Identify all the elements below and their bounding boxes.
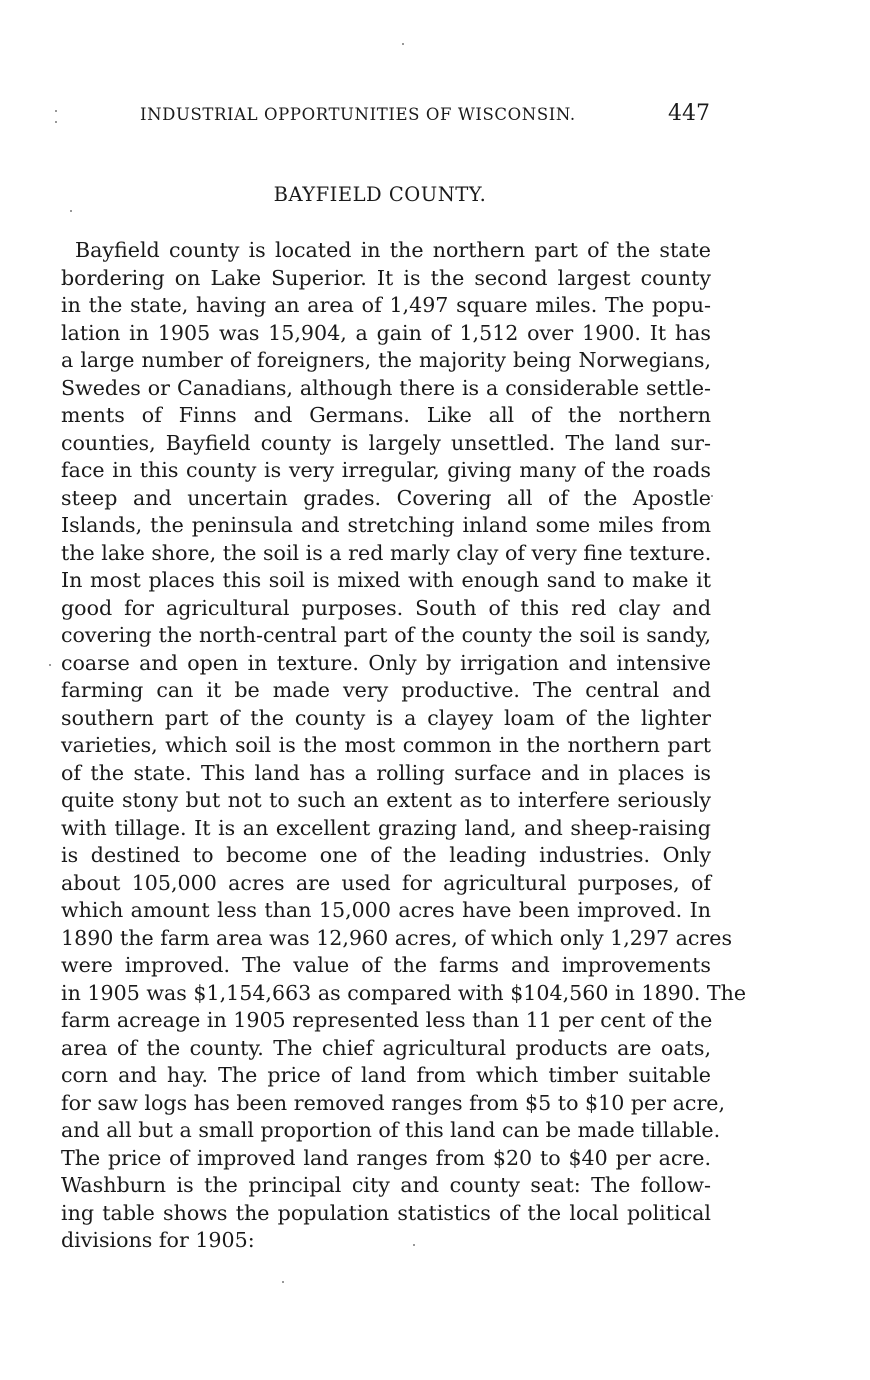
text-line: bordering on Lake Superior. It is the second largest county: [61, 265, 711, 290]
text-line: the lake shore, the soil is a red marly clay of very fine texture.: [61, 540, 712, 565]
text-line: and all but a small proportion of this land can be made tillable.: [61, 1118, 721, 1142]
text-line: In most places this soil is mixed with enough sand to make it: [61, 568, 711, 592]
text-line: Islands, the peninsula and stretching inland some miles from: [61, 513, 711, 537]
print-speck: [55, 121, 57, 123]
running-title: INDUSTRIAL OPPORTUNITIES OF WISCONSIN.: [140, 105, 576, 124]
text-line: steep and uncertain grades. Covering all of the Apostle: [61, 485, 711, 510]
text-line: southern part of the county is a clayey loam of the lighter: [61, 705, 711, 730]
text-line: divisions for 1905:: [61, 1228, 255, 1252]
print-speck: [70, 210, 72, 212]
text-line: lation in 1905 was 15,904, a gain of 1,512 over 1900. It has: [61, 320, 711, 345]
text-line: in 1905 was $1,154,663 as compared with $104,560 in 1890. The: [61, 980, 747, 1005]
section-title: BAYFIELD COUNTY.: [273, 183, 487, 206]
text-line: for saw logs has been removed ranges from $5 to $10 per acre,: [61, 1090, 726, 1115]
print-speck: [282, 1281, 284, 1283]
text-line: face in this county is very irregular, giving many of the roads: [61, 458, 711, 482]
text-line: were improved. The value of the farms and improvements: [61, 953, 711, 977]
text-line: is destined to become one of the leading industries. Only: [61, 843, 711, 867]
body-paragraph: [61, 237, 747, 1255]
text-line: farming can it be made very productive. The central and: [61, 678, 711, 702]
print-speck: [711, 495, 713, 497]
print-speck: [402, 43, 404, 45]
text-line: quite stony but not to such an extent as to interfere seriously: [61, 788, 711, 812]
text-line: Bayfield county is located in the northern part of the state: [75, 238, 711, 262]
print-speck: [49, 664, 51, 666]
text-line: about 105,000 acres are used for agricultural purposes, of: [61, 870, 711, 895]
text-line: 1890 the farm area was 12,960 acres, of which only 1,297 acres: [61, 925, 733, 950]
text-line: a large number of foreigners, the majority being Norwegians,: [61, 348, 711, 372]
running-header: [140, 101, 710, 131]
text-line: The price of improved land ranges from $20 to $40 per acre.: [61, 1145, 711, 1170]
text-line: covering the north-central part of the county the soil is sandy,: [61, 623, 711, 647]
text-line: which amount less than 15,000 acres have been improved. In: [61, 898, 711, 922]
text-line: coarse and open in texture. Only by irrigation and intensive: [61, 650, 711, 675]
text-line: Swedes or Canadians, although there is a considerable settle-: [61, 375, 711, 400]
text-line: good for agricultural purposes. South of this red clay and: [61, 595, 711, 620]
text-line: ments of Finns and Germans. Like all of the northern: [61, 403, 711, 427]
page-number: 447: [668, 101, 710, 126]
text-line: corn and hay. The price of land from which timber suitable: [61, 1063, 711, 1087]
print-speck: [55, 110, 57, 112]
text-line: Washburn is the principal city and county seat: The follow-: [61, 1173, 711, 1197]
text-line: farm acreage in 1905 represented less than 11 per cent of the: [61, 1008, 713, 1032]
text-line: ing table shows the population statistics of the local political: [61, 1200, 711, 1225]
print-speck: [413, 1244, 415, 1246]
text-line: with tillage. It is an excellent grazing land, and sheep-raising: [61, 815, 711, 840]
text-line: area of the county. The chief agricultural products are oats,: [61, 1035, 711, 1060]
text-line: counties, Bayfield county is largely unsettled. The land sur-: [61, 430, 711, 455]
text-line: in the state, having an area of 1,497 square miles. The popu-: [61, 293, 711, 317]
text-line: varieties, which soil is the most common in the northern part: [61, 733, 711, 757]
text-line: of the state. This land has a rolling surface and in places is: [61, 760, 711, 785]
